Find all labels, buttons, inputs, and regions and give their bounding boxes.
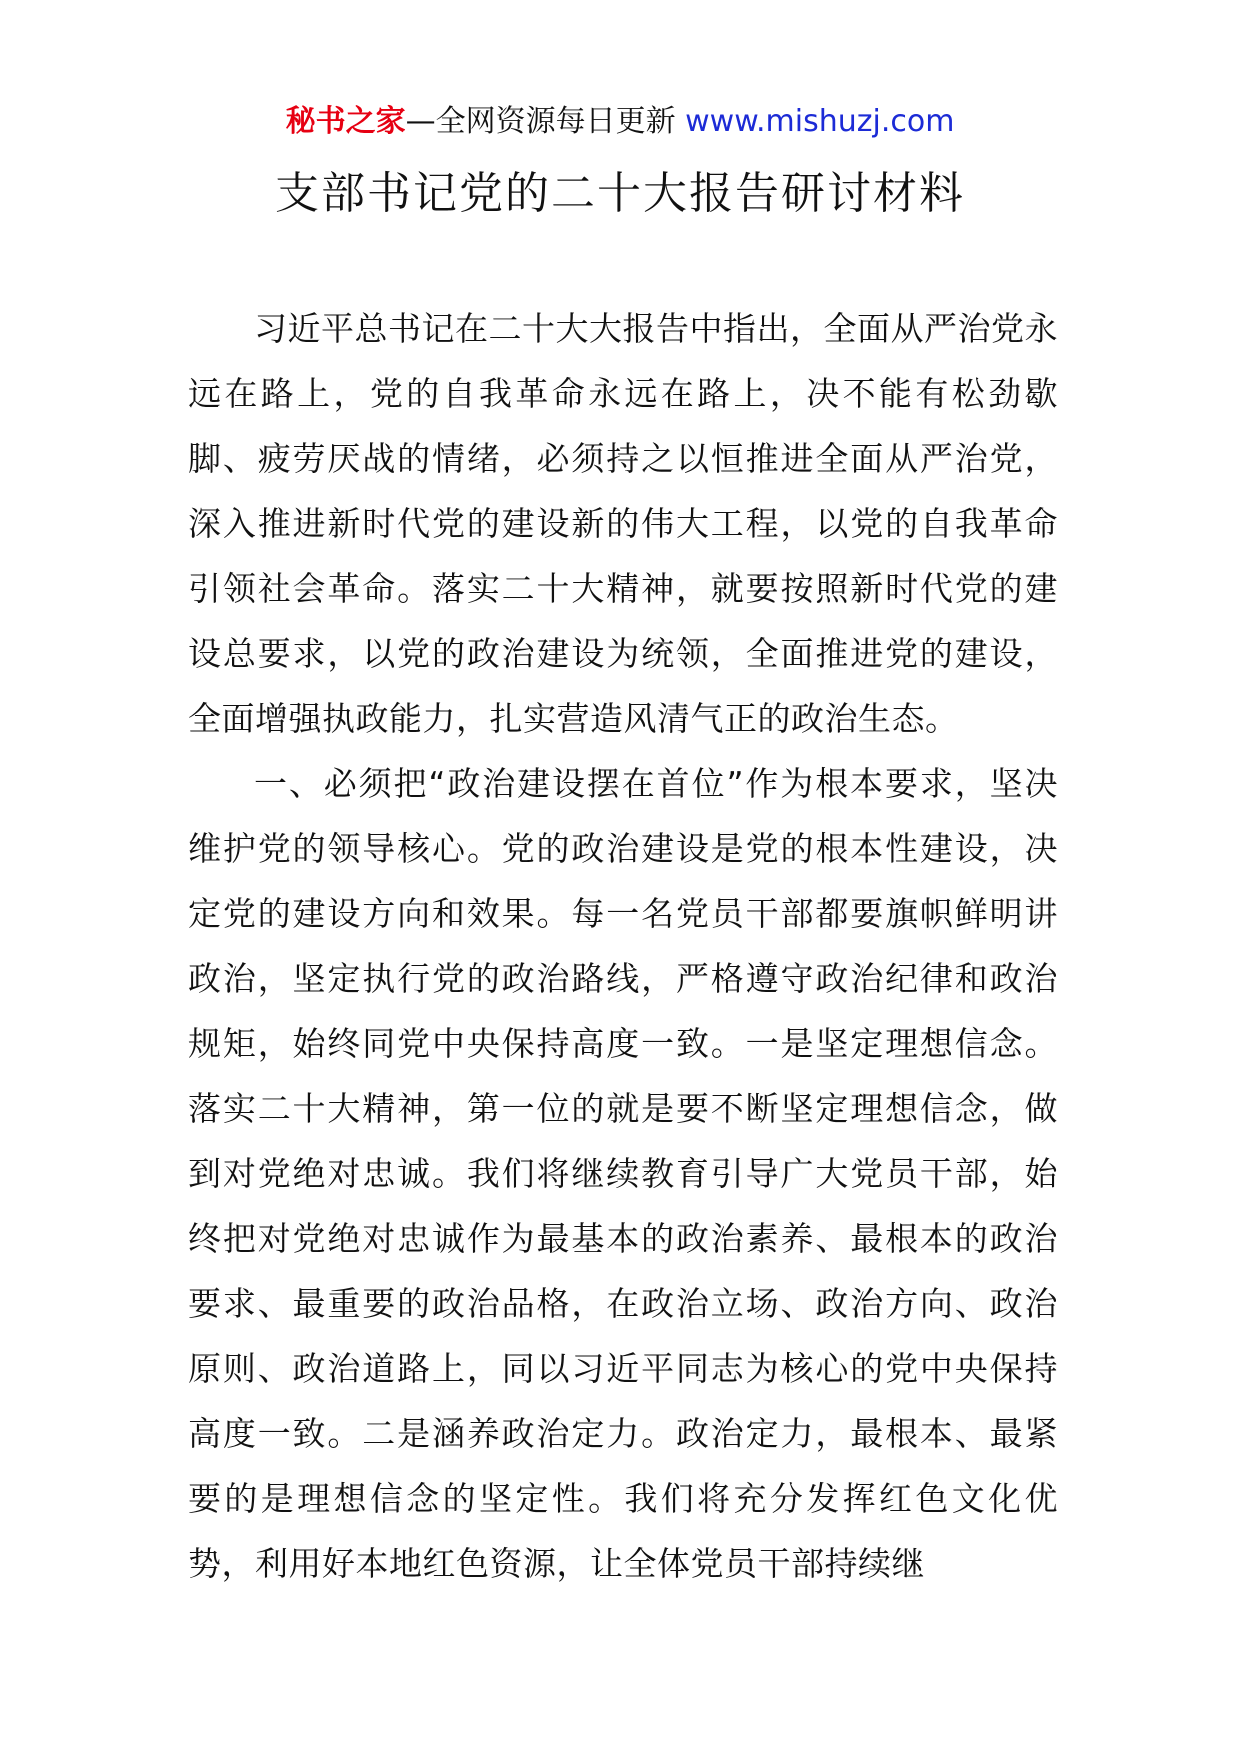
site-url-link[interactable]: www.mishuzj.com — [685, 104, 955, 139]
body-paragraph: 习近平总书记在二十大大报告中指出，全面从严治党永远在路上，党的自我革命永远在路上，决不能有松劲歇脚、疲劳厌战的情绪，必须持之以恒推进全面从严治党，深入推进新时代党的建设新的伟大工程，以党的自我革命引领社会革命。落实二十大精神，就要按照新时代党的建设总要求，以党的政治建设为统领，全面推进党的建设，全面增强执政能力，扎实营造风清气正的政治生态。 — [188, 309, 1058, 738]
site-slogan: —全网资源每日更新 — [405, 104, 676, 139]
body-paragraph: 一、必须把“政治建设摆在首位”作为根本要求，坚决维护党的领导核心。党的政治建设是党的根本性建设，决定党的建设方向和效果。每一名党员干部都要旗帜鲜明讲政治，坚定执行党的政治路线，严格遵守政治纪律和政治规矩，始终同党中央保持高度一致。一是坚定理想信念。落实二十大精神，第一位的就是要不断坚定理想信念，做到对党绝对忠诚。我们将继续教育引导广大党员干部，始终把对党绝对忠诚作为最基本的政治素养、最根本的政治要求、最重要的政治品格，在政治立场、政治方向、政治原则、政治道路上，同以习近平同志为核心的党中央保持高度一致。二是涵养政治定力。政治定力，最根本、最紧要的是理想信念的坚定性。我们将充分发挥红色文化优势，利用好本地红色资源，让全体党员干部持续继 — [188, 764, 1058, 1583]
document-title: 支部书记党的二十大报告研讨材料 — [275, 168, 965, 219]
site-brand: 秘书之家 — [285, 104, 406, 139]
document-body — [188, 296, 1058, 1596]
site-header — [0, 100, 1240, 144]
